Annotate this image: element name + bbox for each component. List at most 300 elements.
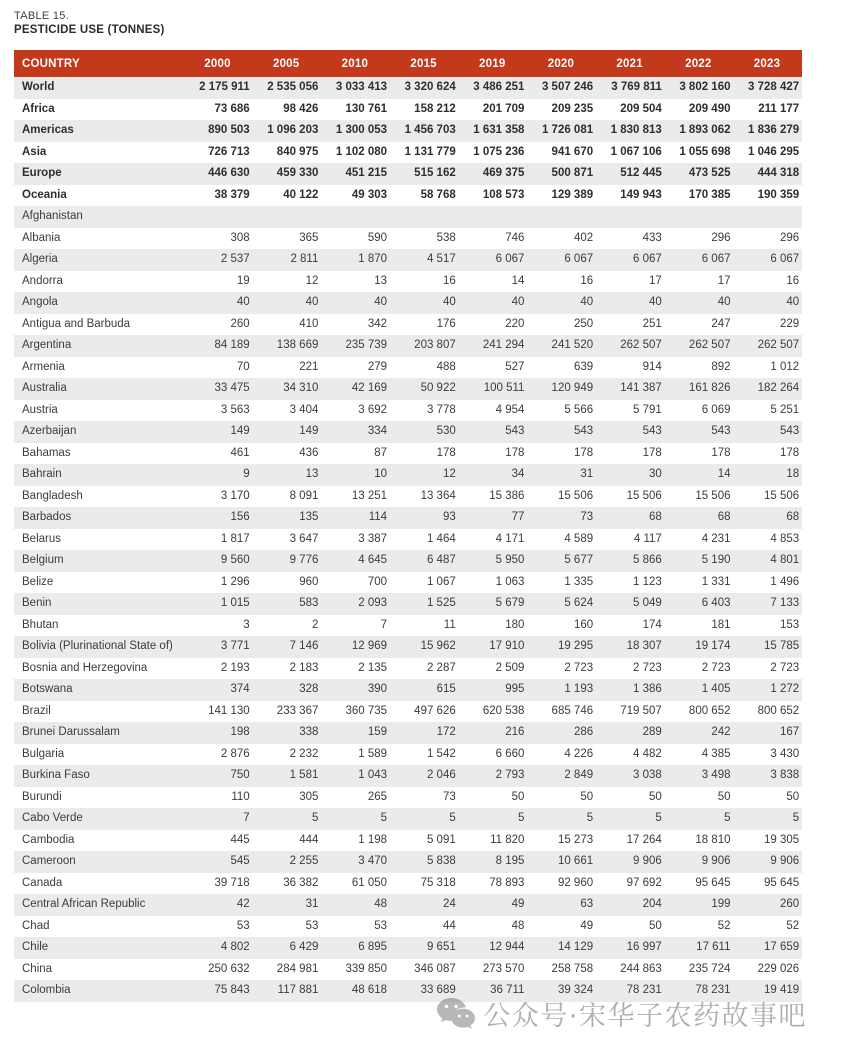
cell-value: 38 379: [214, 188, 250, 201]
cell-value: 6 067: [701, 253, 731, 265]
cell-value: 543: [711, 425, 731, 437]
cell-value: 63: [580, 898, 594, 910]
cell-value: 4 385: [701, 747, 731, 760]
country-name: Oceania: [22, 188, 67, 201]
watermark-text: 公众号·宋华子农药故事吧: [483, 1001, 807, 1032]
cell-value: 3 498: [701, 769, 731, 781]
cell-value: 53: [236, 919, 250, 932]
cell-value: 78 893: [489, 876, 525, 889]
country-name: China: [22, 962, 53, 975]
country-name: Burundi: [22, 790, 62, 803]
country-name: Americas: [22, 124, 74, 136]
table-row: [14, 400, 802, 422]
country-name: Bahrain: [22, 468, 62, 480]
cell-value: 286: [573, 726, 594, 738]
cell-value: 120 949: [551, 382, 594, 394]
cell-value: 5: [449, 812, 456, 824]
country-name: Albania: [22, 231, 61, 244]
cell-value: 12 969: [351, 640, 388, 652]
cell-value: 5 791: [633, 403, 662, 416]
cell-value: 16 997: [626, 941, 662, 953]
cell-value: 527: [505, 360, 525, 373]
cell-value: 1 296: [220, 575, 250, 588]
table-row: [14, 163, 802, 185]
cell-value: 156: [230, 511, 250, 523]
cell-value: 5 624: [564, 597, 594, 609]
cell-value: 543: [573, 425, 594, 437]
cell-value: 1 581: [289, 769, 319, 781]
cell-value: 30: [649, 468, 662, 480]
cell-value: 18 810: [695, 833, 731, 846]
cell-value: 49: [580, 919, 594, 932]
cell-value: 262 507: [620, 339, 662, 351]
cell-value: 3 771: [220, 640, 250, 652]
cell-value: 296: [711, 231, 731, 244]
cell-value: 250 632: [208, 962, 250, 975]
cell-value: 129 389: [551, 188, 594, 201]
country-name: Bhutan: [22, 618, 59, 631]
cell-value: 17: [717, 274, 731, 287]
cell-value: 159: [367, 726, 388, 738]
cell-value: 1 075 236: [473, 145, 525, 158]
cell-value: 512 445: [620, 167, 662, 179]
cell-value: 5: [518, 812, 525, 824]
table-row: [14, 378, 802, 400]
cell-value: 198: [230, 726, 250, 738]
cell-value: 1 456 703: [404, 124, 456, 136]
cell-value: 8 195: [495, 855, 525, 867]
cell-value: 14 129: [557, 941, 594, 953]
cell-value: 33 475: [214, 382, 250, 394]
cell-value: 135: [299, 511, 319, 523]
table-row: [14, 744, 802, 766]
cell-value: 590: [367, 231, 388, 244]
cell-value: 18: [786, 468, 800, 480]
cell-value: 2: [311, 618, 319, 631]
cell-value: 308: [230, 231, 250, 244]
cell-value: 241 294: [482, 339, 525, 351]
cell-value: 5 866: [633, 554, 662, 566]
cell-value: 8 091: [289, 489, 319, 502]
cell-value: 48 618: [351, 984, 388, 996]
country-name: Cameroon: [22, 855, 76, 867]
cell-value: 40: [374, 296, 388, 308]
cell-value: 15 506: [626, 489, 662, 502]
cell-value: 339 850: [345, 962, 388, 975]
table-row: [14, 335, 802, 357]
cell-value: 16: [786, 274, 800, 287]
cell-value: 4 802: [220, 941, 250, 953]
cell-value: 2 093: [358, 597, 388, 609]
table-row: [14, 206, 802, 228]
cell-value: 50 922: [420, 382, 456, 394]
table-row: [14, 959, 802, 981]
page-title: PESTICIDE USE (TONNES): [14, 24, 165, 36]
cell-value: 221: [299, 360, 319, 373]
column-header-2021: 2021: [596, 50, 665, 77]
country-name: Central African Republic: [22, 898, 146, 910]
cell-value: 36 382: [283, 876, 319, 889]
country-name: Australia: [22, 382, 67, 394]
cell-value: 220: [505, 317, 525, 330]
cell-value: 289: [642, 726, 662, 738]
cell-value: 161 826: [688, 382, 731, 394]
table-row: [14, 679, 802, 701]
cell-value: 31: [580, 468, 594, 480]
cell-value: 1 405: [701, 683, 731, 695]
cell-value: 995: [505, 683, 525, 695]
country-name: Burkina Faso: [22, 769, 90, 781]
cell-value: 2 046: [426, 769, 456, 781]
cell-value: 1 893 062: [679, 124, 731, 136]
cell-value: 4 589: [564, 532, 594, 545]
cell-value: 78 231: [695, 984, 731, 996]
cell-value: 530: [436, 425, 456, 437]
cell-value: 31: [305, 898, 319, 910]
cell-value: 365: [299, 231, 319, 244]
cell-value: 1 589: [358, 747, 388, 760]
cell-value: 2 793: [495, 769, 525, 781]
cell-value: 209 235: [551, 102, 594, 115]
cell-value: 1 063: [495, 575, 525, 588]
cell-value: 40: [786, 296, 800, 308]
cell-value: 40: [649, 296, 662, 308]
cell-value: 7 133: [770, 597, 800, 609]
country-name: Chile: [22, 941, 49, 953]
cell-value: 3 778: [426, 403, 456, 416]
table-row: [14, 185, 802, 207]
cell-value: 488: [436, 360, 456, 373]
country-name: Algeria: [22, 253, 58, 265]
table-row: [14, 615, 802, 637]
cell-value: 50: [511, 790, 525, 803]
cell-value: 13: [374, 274, 388, 287]
cell-value: 19 174: [695, 640, 731, 652]
cell-value: 1 464: [426, 532, 456, 545]
cell-value: 4 482: [633, 747, 662, 760]
cell-value: 190 359: [757, 188, 800, 201]
cell-value: 3 387: [358, 532, 388, 545]
cell-value: 68: [649, 511, 662, 523]
table-row: [14, 851, 802, 873]
cell-value: 11: [443, 618, 456, 631]
country-name: Barbados: [22, 511, 72, 523]
cell-value: 34 310: [283, 382, 319, 394]
cell-value: 61 050: [351, 876, 388, 889]
cell-value: 77: [511, 511, 525, 523]
cell-value: 2 287: [426, 661, 456, 674]
cell-value: 9 651: [426, 941, 456, 953]
cell-value: 5 251: [770, 403, 800, 416]
cell-value: 750: [230, 769, 250, 781]
country-name: Bolivia (Plurinational State of): [22, 640, 173, 652]
cell-value: 2 849: [564, 769, 594, 781]
cell-value: 262 507: [688, 339, 731, 351]
cell-value: 543: [642, 425, 662, 437]
cell-value: 342: [367, 317, 388, 330]
cell-value: 4 954: [495, 403, 525, 416]
cell-value: 181: [711, 618, 731, 631]
table-row: [14, 765, 802, 787]
cell-value: [665, 206, 734, 228]
country-name: Afghanistan: [22, 210, 83, 222]
cell-value: 40: [305, 296, 319, 308]
cell-value: 284 981: [276, 962, 319, 975]
cell-value: 241 520: [551, 339, 594, 351]
cell-value: 49: [511, 898, 525, 910]
country-name: Bosnia and Herzegovina: [22, 661, 148, 674]
table-row: [14, 701, 802, 723]
cell-value: 2 723: [770, 661, 800, 674]
table-row: [14, 636, 802, 658]
cell-value: 6 067: [564, 253, 594, 265]
table-row: [14, 99, 802, 121]
column-header-2019: 2019: [459, 50, 528, 77]
cell-value: 167: [780, 726, 800, 738]
cell-value: 2 509: [495, 661, 525, 674]
country-name: Argentina: [22, 339, 72, 351]
cell-value: 40: [511, 296, 525, 308]
country-name: Colombia: [22, 984, 71, 996]
cell-value: 178: [505, 446, 525, 459]
cell-value: 1 131 779: [404, 145, 456, 158]
cell-value: 100 511: [483, 382, 525, 394]
cell-value: 6 429: [289, 941, 319, 953]
cell-value: 5: [380, 812, 388, 824]
cell-value: 182 264: [757, 382, 800, 394]
cell-value: 149 943: [620, 188, 662, 201]
table-header-row: [14, 50, 802, 77]
cell-value: 444 318: [757, 167, 800, 179]
cell-value: 3 563: [220, 403, 250, 416]
cell-value: 201 709: [482, 102, 525, 115]
cell-value: 800 652: [757, 704, 800, 717]
cell-value: 800 652: [688, 704, 731, 717]
column-header-2005: 2005: [253, 50, 322, 77]
cell-value: 2 232: [289, 747, 319, 760]
cell-value: 70: [236, 360, 250, 373]
report-page: [14, 10, 802, 1002]
table-row: [14, 357, 802, 379]
cell-value: 10: [374, 468, 388, 480]
cell-value: 78 231: [626, 984, 662, 996]
cell-value: 4 853: [770, 532, 800, 545]
cell-value: 469 375: [482, 167, 525, 179]
cell-value: 446 630: [208, 167, 250, 179]
cell-value: 19 419: [764, 984, 800, 996]
cell-value: 296: [780, 231, 800, 244]
cell-value: 2 723: [633, 661, 662, 674]
cell-value: 1 096 203: [267, 124, 319, 136]
cell-value: 3 507 246: [541, 81, 594, 93]
cell-value: 4 645: [358, 554, 388, 566]
table-row: [14, 529, 802, 551]
cell-value: 216: [505, 726, 525, 738]
cell-value: 93: [442, 511, 456, 523]
cell-value: 620 538: [482, 704, 525, 717]
cell-value: 4 226: [564, 747, 594, 760]
cell-value: 95 645: [695, 876, 731, 889]
table-row: [14, 873, 802, 895]
cell-value: 229: [780, 317, 800, 330]
cell-value: 19: [236, 274, 250, 287]
cell-value: 52: [717, 919, 731, 932]
cell-value: 3: [243, 618, 250, 631]
cell-value: 444: [299, 833, 319, 846]
cell-value: 138 669: [276, 339, 319, 351]
country-name: Botswana: [22, 683, 73, 695]
cell-value: 1 012: [770, 360, 800, 373]
cell-value: 42: [236, 898, 250, 910]
cell-value: 242: [711, 726, 731, 738]
country-name: Bahamas: [22, 446, 71, 459]
country-name: Benin: [22, 597, 52, 609]
cell-value: 5: [586, 812, 594, 824]
table-row: [14, 486, 802, 508]
cell-value: 50: [649, 919, 662, 932]
cell-value: 7: [243, 812, 250, 824]
cell-value: 36 711: [490, 984, 525, 996]
cell-value: 17: [649, 274, 662, 287]
cell-value: 1 870: [358, 253, 388, 265]
cell-value: 149: [299, 425, 319, 437]
cell-value: 42 169: [351, 382, 388, 394]
cell-value: 1 386: [633, 683, 662, 695]
cell-value: 9 906: [770, 855, 800, 867]
cell-value: 233 367: [276, 704, 319, 717]
cell-value: 178: [436, 446, 456, 459]
country-name: Angola: [22, 296, 58, 308]
table-row: [14, 572, 802, 594]
cell-value: 141 130: [208, 704, 250, 717]
cell-value: 1 067 106: [610, 145, 662, 158]
cell-value: 9: [243, 468, 250, 480]
cell-value: 6 660: [495, 747, 525, 760]
cell-value: 1 067: [426, 575, 456, 588]
cell-value: [184, 206, 253, 228]
table-row: [14, 787, 802, 809]
cell-value: 445: [230, 833, 250, 846]
cell-value: 5 566: [564, 403, 594, 416]
cell-value: 251: [642, 317, 662, 330]
cell-value: 12 944: [489, 941, 525, 953]
country-name: Cambodia: [22, 833, 75, 846]
cell-value: 7 146: [289, 640, 319, 652]
cell-value: 5: [724, 812, 731, 824]
table-row: [14, 142, 802, 164]
cell-value: 92 960: [557, 876, 594, 889]
cell-value: 17 910: [489, 640, 525, 652]
cell-value: 12: [442, 468, 456, 480]
cell-value: 16: [580, 274, 594, 287]
cell-value: 258 758: [551, 962, 594, 975]
cell-value: 515 162: [414, 167, 456, 179]
cell-value: 685 746: [551, 704, 594, 717]
table-row: [14, 314, 802, 336]
cell-value: 3 404: [289, 403, 319, 416]
country-name: Bangladesh: [22, 489, 83, 502]
cell-value: 97 692: [626, 876, 662, 889]
cell-value: 2 537: [220, 253, 250, 265]
column-header-country: COUNTRY: [14, 50, 184, 77]
table-row: [14, 980, 802, 1002]
cell-value: 4 171: [495, 532, 525, 545]
cell-value: 98 426: [283, 102, 319, 115]
cell-value: 4 231: [701, 532, 731, 545]
cell-value: 16: [442, 274, 456, 287]
cell-value: 209 504: [620, 102, 662, 115]
cell-value: 2 175 911: [199, 81, 250, 93]
cell-value: 543: [505, 425, 525, 437]
cell-value: 5: [311, 812, 319, 824]
cell-value: 2 183: [289, 661, 319, 674]
cell-value: 114: [368, 511, 388, 523]
column-header-2020: 2020: [527, 50, 596, 77]
cell-value: 19 305: [764, 833, 800, 846]
cell-value: 9 906: [701, 855, 731, 867]
cell-value: 9 560: [220, 554, 250, 566]
cell-value: 5: [792, 812, 800, 824]
cell-value: 153: [780, 618, 800, 631]
cell-value: 390: [367, 683, 388, 695]
cell-value: 50: [649, 790, 662, 803]
pesticide-use-table: [14, 50, 802, 1002]
cell-value: 180: [505, 618, 525, 631]
table-row: [14, 443, 802, 465]
cell-value: 262 507: [757, 339, 800, 351]
table-row: [14, 292, 802, 314]
cell-value: 890 503: [208, 124, 250, 136]
cell-value: 3 728 427: [748, 81, 800, 93]
cell-value: 170 385: [688, 188, 731, 201]
cell-value: 53: [305, 919, 319, 932]
cell-value: [390, 206, 459, 228]
cell-value: 1 193: [564, 683, 594, 695]
country-name: Andorra: [22, 274, 63, 287]
cell-value: 543: [780, 425, 800, 437]
table-row: [14, 658, 802, 680]
cell-value: 199: [711, 898, 731, 910]
cell-value: 1 300 053: [335, 124, 388, 136]
cell-value: 3 430: [770, 747, 800, 760]
cell-value: 203 807: [414, 339, 456, 351]
cell-value: [321, 206, 390, 228]
country-name: World: [22, 81, 55, 93]
cell-value: 1 331: [701, 575, 731, 588]
cell-value: 459 330: [276, 167, 319, 179]
cell-value: 14: [511, 274, 525, 287]
cell-value: 1 335: [564, 575, 594, 588]
cell-value: 3 486 251: [473, 81, 525, 93]
cell-value: 68: [786, 511, 800, 523]
cell-value: 3 170: [220, 489, 250, 502]
country-name: Belarus: [22, 532, 61, 545]
cell-value: 1 542: [426, 747, 456, 760]
cell-value: 1 198: [358, 833, 388, 846]
table-row: [14, 916, 802, 938]
country-name: Azerbaijan: [22, 425, 77, 437]
country-name: Antigua and Barbuda: [22, 317, 131, 330]
cell-value: 260: [230, 317, 250, 330]
cell-value: 5 838: [426, 855, 456, 867]
cell-value: 53: [374, 919, 388, 932]
cell-value: 1 525: [426, 597, 456, 609]
cell-value: 1 817: [220, 532, 250, 545]
cell-value: 402: [573, 231, 594, 244]
cell-value: 1 043: [358, 769, 388, 781]
cell-value: 172: [436, 726, 456, 738]
table-row: [14, 228, 802, 250]
